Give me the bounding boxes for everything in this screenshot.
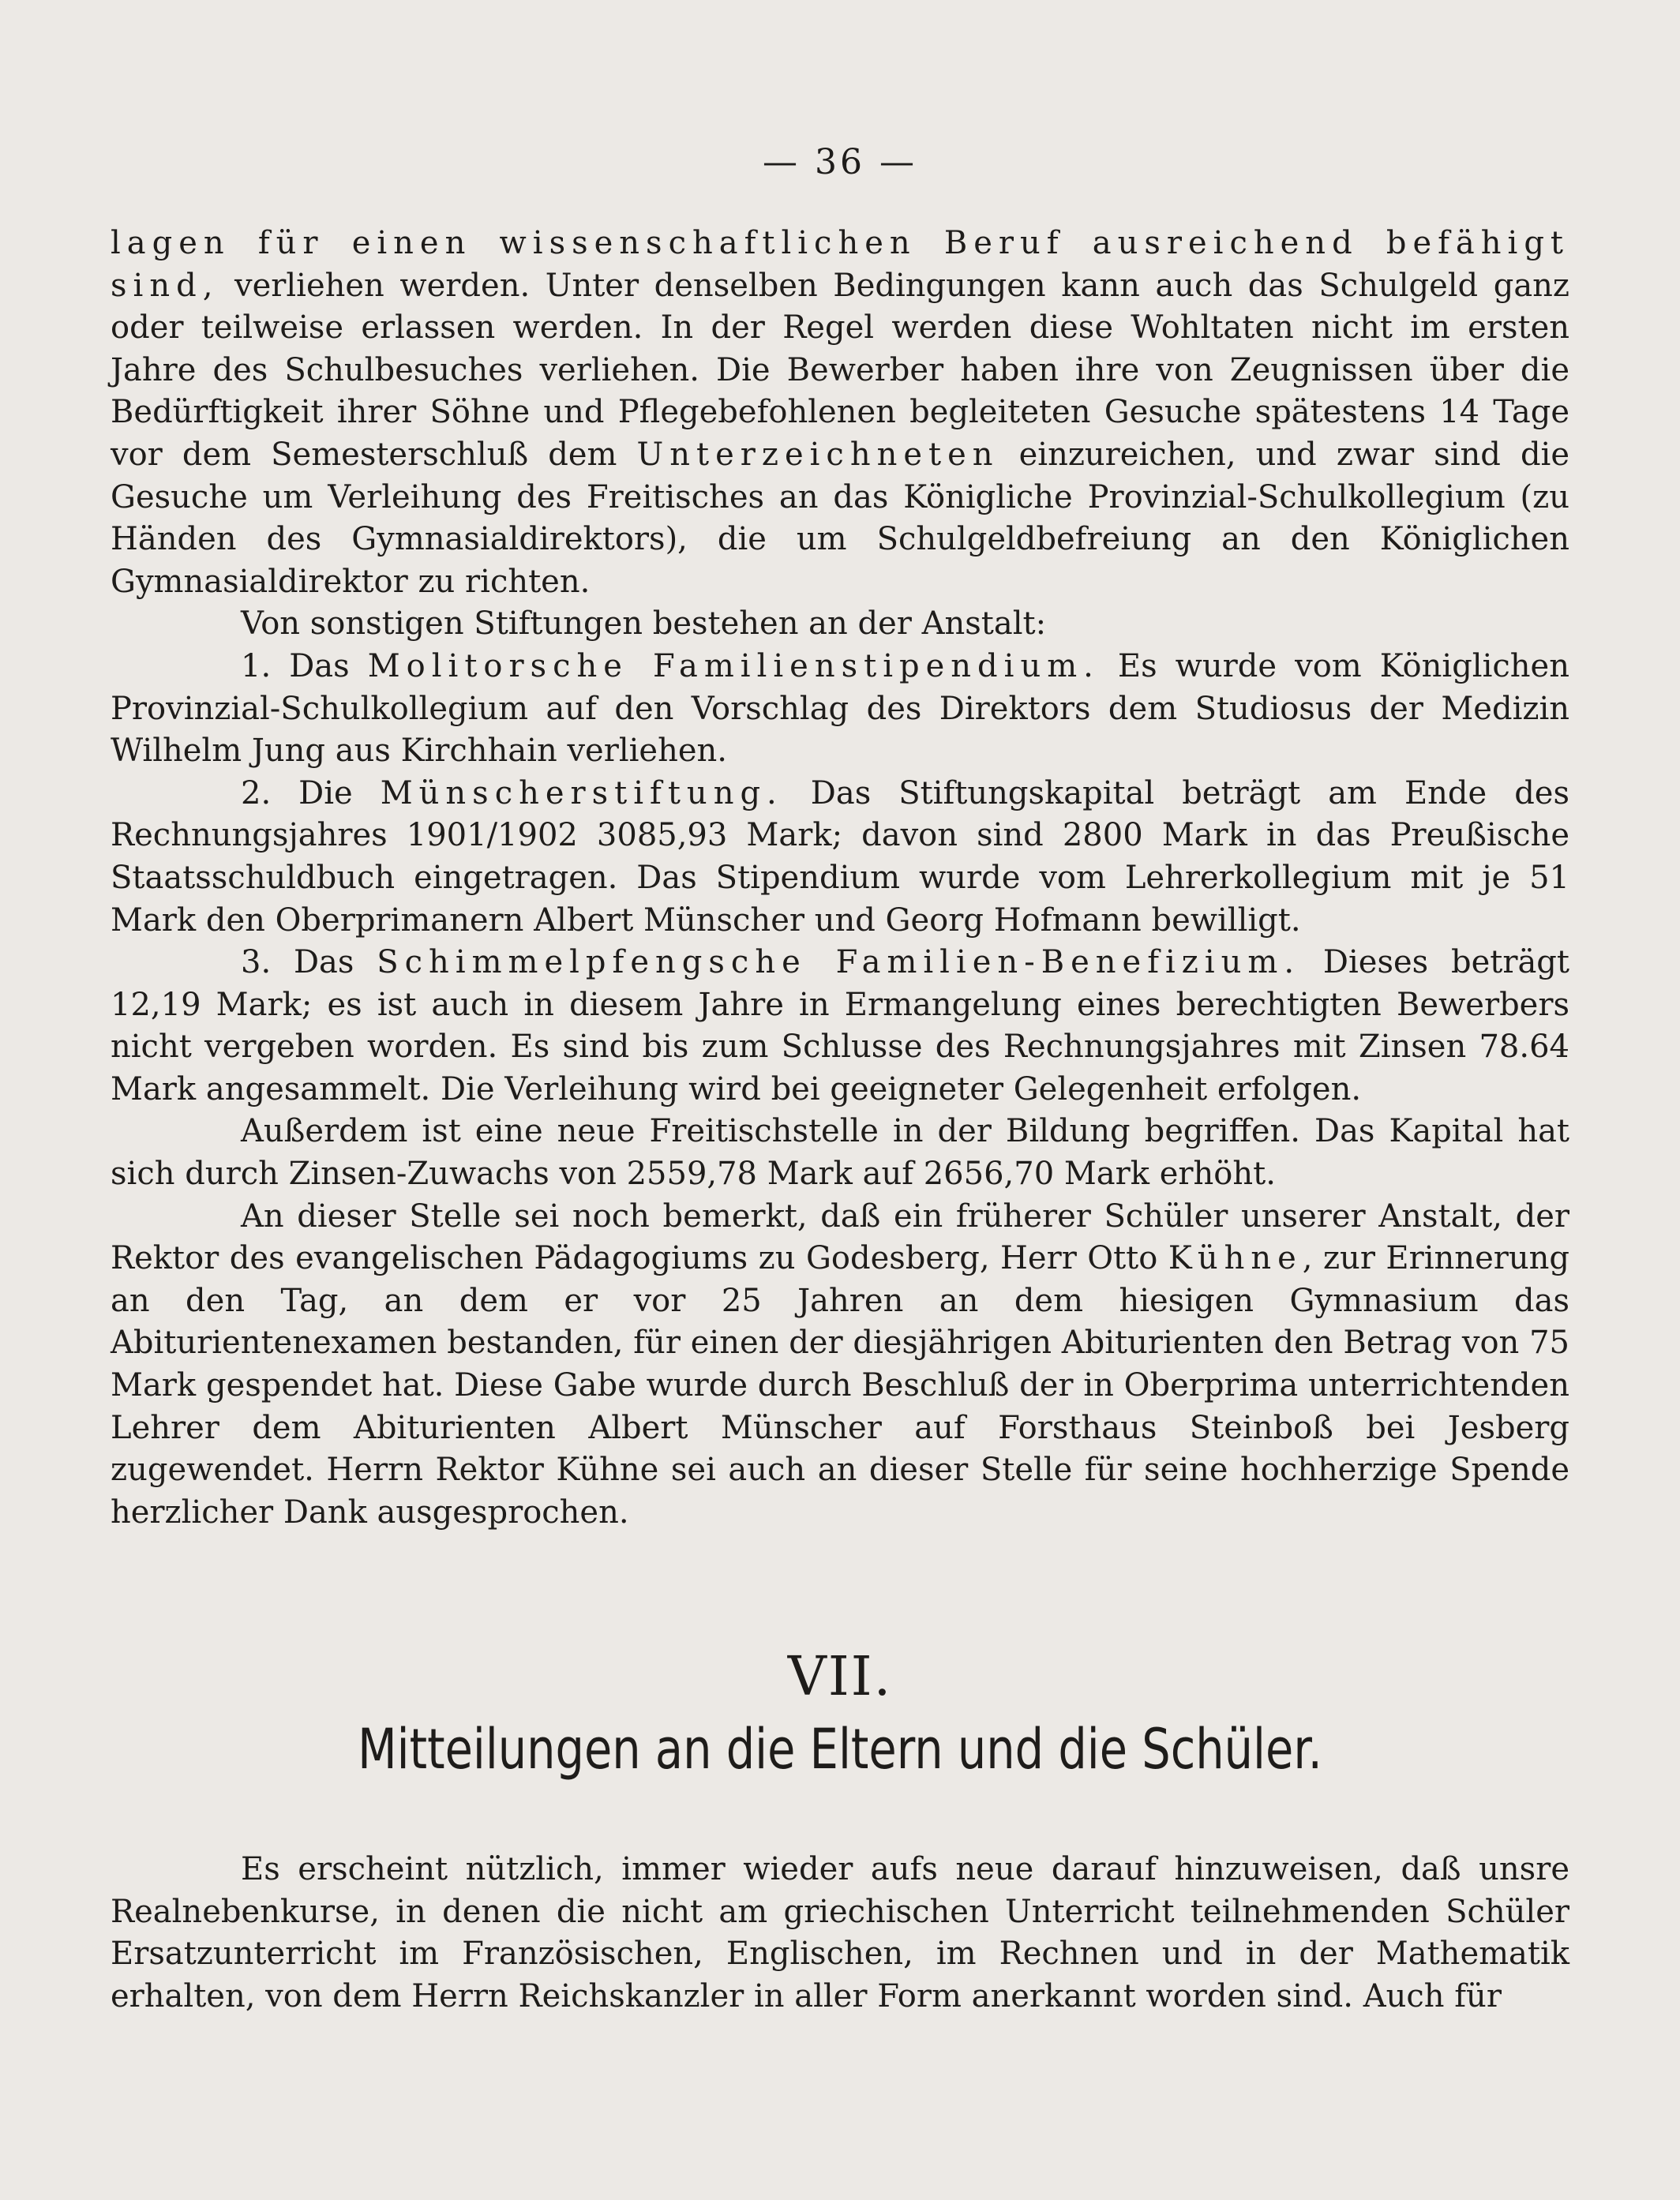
- paragraph-text: Es wurde vom Königlichen Provinzial-Schulkollegium auf den Vorschlag des Direktors dem Studiosus der Medizin Wilhelm Jung aus Kirchhain verliehen.: [111, 647, 1569, 770]
- section-title: Mitteilungen an die Eltern und die Schüler.: [358, 1717, 1322, 1782]
- paragraph: [111, 223, 1569, 603]
- paragraph: [111, 1111, 1569, 1195]
- spaced-emphasis-text: Unterzeichneten: [636, 436, 999, 473]
- foundations-text-block: [111, 223, 1569, 1534]
- spaced-emphasis-text: Molitorsche Familienstipendium.: [367, 647, 1100, 684]
- section-numeral: VII.: [787, 1646, 893, 1708]
- spaced-emphasis-text: Kühne: [1168, 1240, 1303, 1277]
- paragraph-text: einzureichen, und zwar sind die Gesuche um Verleihung des Freitisches an das Königliche Provinzial-Schulkollegium (zu Händen des Gymnasialdirektors), die um Schulgeldbefreiung an den Königlichen Gymnasialdirektor zu richten.: [111, 436, 1570, 600]
- paragraph-text: 1. Das: [241, 647, 368, 684]
- paragraph: [111, 646, 1569, 773]
- paragraph-text: Das Stiftungskapital beträgt am Ende des Rechnungsjahres 1901/1902 3085,93 Mark; davon sind 2800 Mark in das Preußische Staatsschuldbuch eingetragen. Das Stipendium wurde vom Lehrerkollegium mit je 51 Mark den Oberprimanern Albert Münscher und Georg Hofmann bewilligt.: [111, 774, 1569, 939]
- paragraph: [111, 1849, 1569, 2018]
- spaced-emphasis-text: Schimmelpfengsche Familien-Benefizium.: [377, 944, 1301, 981]
- paragraph: [111, 1196, 1569, 1535]
- paragraph-text: Es erscheint nützlich, immer wieder aufs neue darauf hinzuweisen, daß unsre Realnebenkurse, in denen die nicht am griechischen Unterricht teilnehmenden Schüler Ersatzunterricht im Französischen, Englischen, im Rechnen und in der Mathematik erhalten, von dem Herrn Reichskanzler in aller Form anerkannt worden sind. Auch für: [111, 1851, 1569, 2014]
- paragraph: [111, 603, 1569, 646]
- paragraph-text: An dieser Stelle sei noch bemerkt, daß ein früherer Schüler unserer Anstalt, der Rektor des evangelischen Pädagogiums zu Godesberg, Herr Otto: [111, 1197, 1569, 1277]
- paragraph: [111, 773, 1569, 942]
- parents-notice-text-block: [111, 1849, 1569, 2018]
- paragraph-text: , zur Erinnerung an den Tag, an dem er vor 25 Jahren an dem hiesigen Gymnasium das Abiturientenexamen bestanden, für einen der diesjährigen Abiturienten den Betrag von 75 Mark gespendet hat. Diese Gabe wurde durch Beschluß der in Oberprima unterrichtenden Lehrer dem Abiturienten Albert Münscher auf Forsthaus Steinboß bei Jesberg zugewendet. Herrn Rektor Kühne sei auch an dieser Stelle für seine hochherzige Spende herzlicher Dank ausgesprochen.: [111, 1240, 1569, 1531]
- paragraph-text: 3. Das: [241, 944, 377, 981]
- paragraph: [111, 942, 1569, 1111]
- paragraph-text: Dieses beträgt 12,19 Mark; es ist auch in diesem Jahre in Ermangelung eines berechtigten Bewerbers nicht vergeben worden. Es sind bis zum Schlusse des Rechnungsjahres mit Zinsen 78.64 Mark angesammelt. Die Verleihung wird bei geeigneter Gelegenheit erfolgen.: [111, 944, 1569, 1107]
- paragraph-text: 2. Die: [241, 774, 381, 811]
- spaced-emphasis-text: lagen für einen wissenschaftlichen Beruf ausreichend befähigt sind,: [111, 225, 1569, 304]
- paragraph-text: verliehen werden. Unter denselben Bedingungen kann auch das Schulgeld ganz oder teilweise erlassen werden. In der Regel werden diese Wohltaten nicht im ersten Jahre des Schulbesuches verliehen. Die Bewerber haben ihre von Zeugnissen über die Bedürftigkeit ihrer Söhne und Pflegebefohlenen begleiteten Gesuche spätestens 14 Tage vor dem Semesterschluß dem: [111, 267, 1569, 473]
- paragraph-text: Außerdem ist eine neue Freitischstelle in der Bildung begriffen. Das Kapital hat sich durch Zinsen-Zuwachs von 2559,78 Mark auf 2656,70 Mark erhöht.: [111, 1113, 1569, 1193]
- spaced-emphasis-text: Münscherstiftung.: [380, 774, 783, 811]
- page-number: — 36 —: [763, 142, 917, 182]
- paragraph-text: Von sonstigen Stiftungen bestehen an der Anstalt:: [241, 605, 1047, 643]
